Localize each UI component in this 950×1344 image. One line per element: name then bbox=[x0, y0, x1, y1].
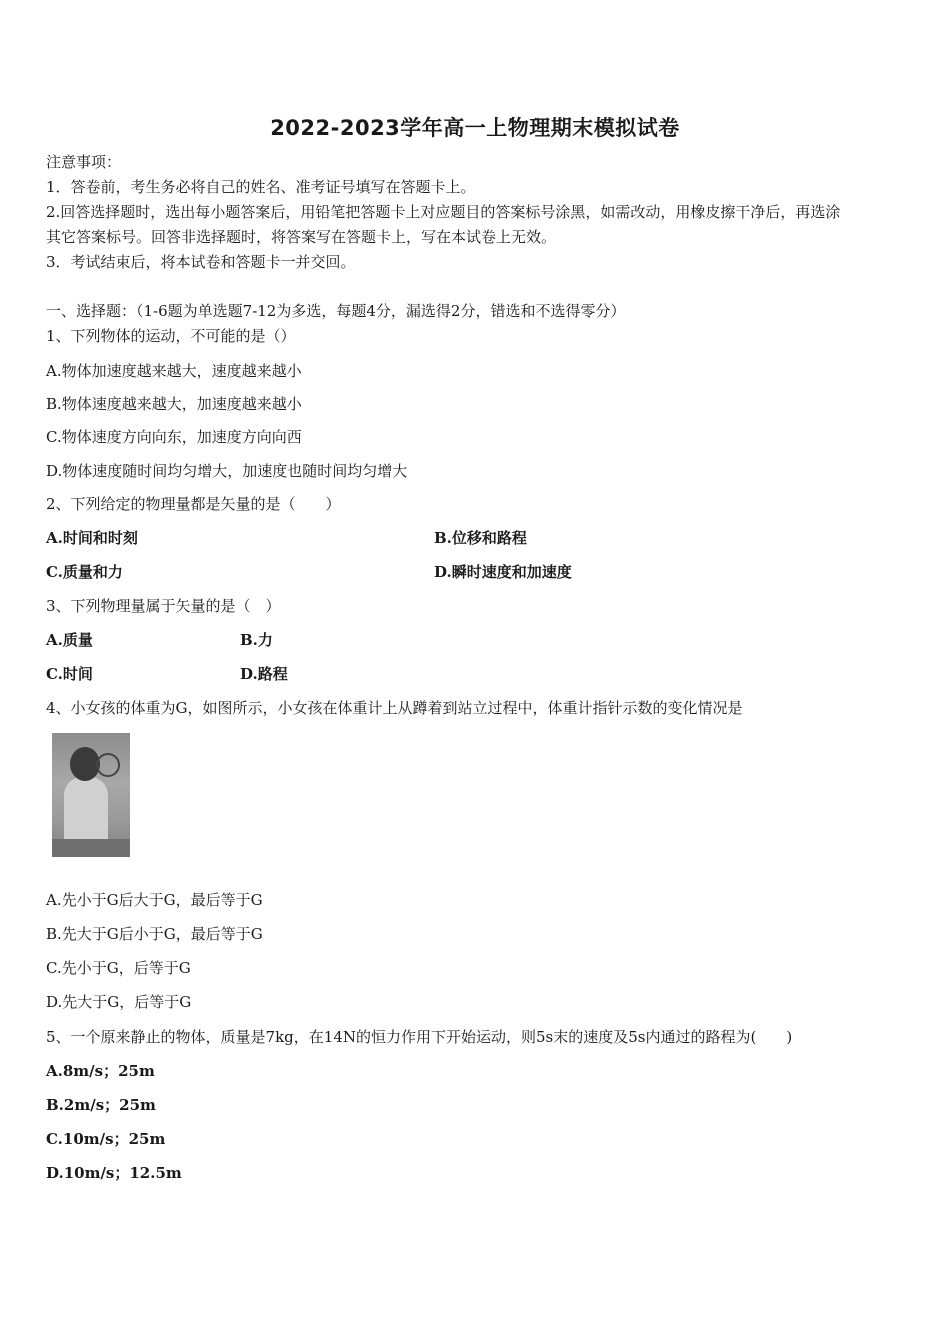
q2-stem: 2、下列给定的物理量都是矢量的是（ ） bbox=[46, 495, 341, 513]
q3-option-c: C.时间 bbox=[46, 665, 93, 683]
q3-option-b: B.力 bbox=[240, 631, 273, 649]
q3-option-d: D.路程 bbox=[240, 665, 288, 683]
q1-option-a: A.物体加速度越来越大，速度越来越小 bbox=[46, 362, 302, 380]
q5-option-c: C.10m/s；25m bbox=[46, 1130, 166, 1148]
notice-item-2-cont: 其它答案标号。回答非选择题时，将答案写在答题卡上，写在本试卷上无效。 bbox=[46, 228, 557, 246]
page-title: 2022-2023学年高一上物理期末模拟试卷 bbox=[270, 116, 680, 140]
notice-item-2: 2.回答选择题时，选出每小题答案后，用铅笔把答题卡上对应题目的答案标号涂黑，如需改动，用橡皮擦干净后，再选涂 bbox=[46, 203, 841, 221]
q2-option-c: C.质量和力 bbox=[46, 563, 123, 581]
q2-option-a: A.时间和时刻 bbox=[46, 529, 138, 547]
q1-option-c: C.物体速度方向向东，加速度方向向西 bbox=[46, 428, 302, 446]
q4-option-b: B.先大于G后小于G，最后等于G bbox=[46, 925, 263, 943]
notice-item-3: 3．考试结束后，将本试卷和答题卡一并交回。 bbox=[46, 253, 356, 271]
q1-option-b: B.物体速度越来越大，加速度越来越小 bbox=[46, 395, 302, 413]
q5-option-b: B.2m/s；25m bbox=[46, 1096, 156, 1114]
q1-stem: 1、下列物体的运动，不可能的是（） bbox=[46, 327, 296, 345]
girl-on-scale-photo bbox=[52, 733, 130, 857]
scale-dial-shape bbox=[96, 753, 120, 777]
floor-shape bbox=[52, 839, 130, 857]
q1-option-d: D.物体速度随时间均匀增大，加速度也随时间均匀增大 bbox=[46, 462, 408, 480]
q4-option-d: D.先大于G，后等于G bbox=[46, 993, 192, 1011]
section-heading: 一、选择题：（1-6题为单选题7-12为多选，每题4分，漏选得2分，错选和不选得零分） bbox=[46, 302, 626, 320]
q2-option-b: B.位移和路程 bbox=[434, 529, 527, 547]
q5-stem: 5、一个原来静止的物体，质量是7kg，在14N的恒力作用下开始运动，则5s末的速度及5s内通过的路程为( ) bbox=[46, 1028, 793, 1046]
q4-stem: 4、小女孩的体重为G，如图所示，小女孩在体重计上从蹲着到站立过程中，体重计指针示数的变化情况是 bbox=[46, 699, 743, 717]
notice-item-1: 1．答卷前，考生务必将自己的姓名、准考证号填写在答题卡上。 bbox=[46, 178, 476, 196]
q2-option-d: D.瞬时速度和加速度 bbox=[434, 563, 572, 581]
q4-option-a: A.先小于G后大于G，最后等于G bbox=[46, 891, 263, 909]
girl-body-shape bbox=[64, 777, 108, 847]
q5-option-a: A.8m/s；25m bbox=[46, 1062, 155, 1080]
q3-stem: 3、下列物理量属于矢量的是（ ） bbox=[46, 597, 281, 615]
q4-option-c: C.先小于G，后等于G bbox=[46, 959, 191, 977]
notice-heading: 注意事项： bbox=[46, 153, 122, 171]
q3-option-a: A.质量 bbox=[46, 631, 93, 649]
q5-option-d: D.10m/s；12.5m bbox=[46, 1164, 182, 1182]
